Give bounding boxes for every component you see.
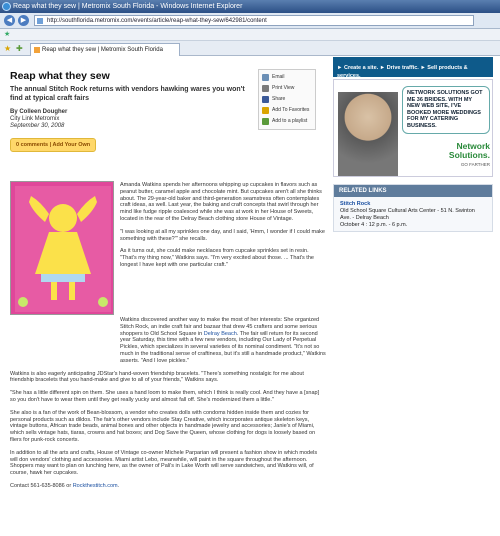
share-favorites[interactable]: Add To Favorites <box>262 105 312 116</box>
tab-label: Reap what they sew | Metromix South Florida <box>42 47 163 53</box>
article-paragraph: Watkins is also eagerly anticipating JDStar's hand-woven friendship bracelets. "There's something nostalgic for me about friendship bracelets that you hand-make and give to all of your friends," Watkins says. <box>10 370 304 384</box>
add-favorites-icon[interactable]: ✚ <box>16 44 23 53</box>
address-toolbar <box>0 13 500 29</box>
facebook-icon <box>262 96 269 103</box>
window-title: Reap what they sew | Metromix South Florida - Windows Internet Explorer <box>13 3 243 10</box>
share-playlist[interactable]: Add to a playlist <box>262 116 312 127</box>
ad-person-image <box>338 92 398 176</box>
email-icon <box>262 74 269 81</box>
back-icon[interactable]: ◀ <box>4 15 15 26</box>
print-icon <box>262 85 269 92</box>
forward-icon[interactable]: ▶ <box>18 15 29 26</box>
share-print[interactable]: Print View <box>262 83 312 94</box>
ad-network-solutions[interactable] <box>333 79 493 177</box>
byline-author: By Colleen Dougher <box>10 109 68 115</box>
article-body-column <box>120 182 326 275</box>
ad-brand-tag: GO FARTHER <box>460 162 490 167</box>
article-paragraph: She also is a fan of the work of Bean-blossom, a vendor who creates dolls with condoms hidden inside them and cozies for personal products such as dildos. The fair's other vendors include Stay Creative, which incorporates antique skeleton keys, vintage buttons, African trade beads, animal bones and other objects in handmade jewelry and accessories; Janie's of Miami, which sells vintage hats, tiaras, crowns and hat boxes; and Dog Save the Queen, whose clothing for dogs is loosely based on fliers for punk-rock concerts. <box>10 409 316 443</box>
ad-brand <box>434 142 490 169</box>
command-toolbar <box>0 29 500 41</box>
related-links-box <box>333 184 493 232</box>
related-links-heading: RELATED LINKS <box>334 185 492 197</box>
article-dek: The annual Stitch Rock returns with vendors hawking wares you won't find at typical craft fairs <box>10 86 245 102</box>
share-facebook[interactable]: Share <box>262 94 312 105</box>
ad-brand-name: Network Solutions. <box>448 141 490 160</box>
tab-active[interactable] <box>30 43 180 56</box>
article-paragraph: Watkins discovered another way to make the most of her interests: She organized Stitch Rock, an indie craft fair and bazaar that drew 45 crafters and some serious shoppers to Old School Square in Delray Beach. The fair will return for its second year Saturday, this time with a few new vendors, including Our Lady of Perpetual Pickles, which specializes in several varieties of its nominal condiment. "It's not so much in the traditional sense of craftiness, but it's still a handmade product," Watkins asserts. "And I love pickles." <box>120 317 326 364</box>
article-image <box>10 181 114 315</box>
article-paragraph: "I was looking at all my sprinkles one day, and I said, 'Hmm, I wonder if I could make something with these?'" she recalls. <box>120 228 325 242</box>
comments-button[interactable]: 0 comments | Add Your Own <box>10 138 96 152</box>
article-paragraph: In addition to all the arts and crafts, House of Vintage co-owner Michele Parparian will present a fashion show in which models will don vendors' clothing and accessories. Miami artist Lebo, meanwhile, will paint in the square throughout the afternoon. Shoppers may want to plan on lunching here, as the owner of Pali's in Lake Worth will serve sandwiches, and Watkins will, of course, hawk her cupcakes. <box>10 449 318 477</box>
tab-favicon <box>34 47 40 53</box>
byline-date: September 30, 2008 <box>10 123 65 129</box>
related-when: October 4 : 12 p.m. - 6 p.m. <box>340 222 408 228</box>
favorites-icon <box>262 107 269 114</box>
article-paragraph: "She has a little different spin on them. She uses a hand loom to make them, which I think is really cool. And they have a [snap] so you don't have to wear them until they get really yucky and almost fall off. She's modernized them a little." <box>10 390 320 403</box>
related-details: Old School Square Cultural Arts Center - 51 N. Swinton Ave. - Delray Beach <box>340 208 475 221</box>
byline-source: City Link Metromix <box>10 116 60 122</box>
doll-artwork-illustration <box>11 182 114 315</box>
address-bar[interactable] <box>34 15 474 26</box>
article-headline: Reap what they sew <box>10 70 110 82</box>
favorites-star-icon[interactable]: ★ <box>4 44 12 53</box>
playlist-icon <box>262 118 269 125</box>
tab-bar <box>0 41 500 56</box>
related-link-stitch-rock[interactable]: Stitch Rock <box>340 201 371 207</box>
favorites-bar-icon[interactable]: ★ <box>4 31 11 38</box>
ad-top-line: ► Create a site. ► Drive traffic. ► Sell products & services. <box>337 65 468 79</box>
contact-line: Contact 561-635-8086 or Rockthestitch.com. <box>10 482 120 489</box>
delray-beach-link[interactable]: Delray Beach <box>203 330 237 337</box>
share-box <box>258 69 316 130</box>
rockthestitch-link[interactable]: Rockthestitch.com <box>72 482 118 489</box>
article-body-full <box>10 317 326 496</box>
page-content <box>0 57 500 536</box>
ad-banner-top[interactable] <box>333 57 493 77</box>
article-paragraph: Amanda Watkins spends her afternoons whipping up cupcakes in flavors such as peanut butter, caramel apple and chocolate mint. But cupcakes aren't all she thinks about. The 29-year-old baker and third-generation seamstress often contemplates craft ideas, as well. Last year, the baking and craft concepts that swirl through her mind like fudge ripple coalesced while she was at work in her House of Sweets, located in the rear of the Delray Beach clothing store House of Vintage. <box>120 182 322 222</box>
article-paragraph: As it turns out, she could make necklaces from cupcake sprinkles set in resin. "That's my thing now," Watkins says. "I'm very excited about those. ... That's the longest I have kept with one particular craft." <box>120 248 314 268</box>
internet-explorer-icon <box>2 2 11 11</box>
related-links-body <box>334 197 492 233</box>
share-email[interactable]: Email <box>262 72 312 83</box>
address-url: http://southflorida.metromix.com/events/article/reap-what-they-sew/642981/content <box>47 18 267 24</box>
window-title-bar <box>0 0 500 13</box>
ad-speech-bubble: NETWORK SOLUTIONS GOT ME 36 BRIDES. WITH MY NEW WEB SITE, I'VE BOOKED MORE WEDDINGS FOR MY CATERING BUSINESS. <box>402 86 490 134</box>
right-sidebar <box>330 57 500 536</box>
page-icon <box>37 18 43 24</box>
